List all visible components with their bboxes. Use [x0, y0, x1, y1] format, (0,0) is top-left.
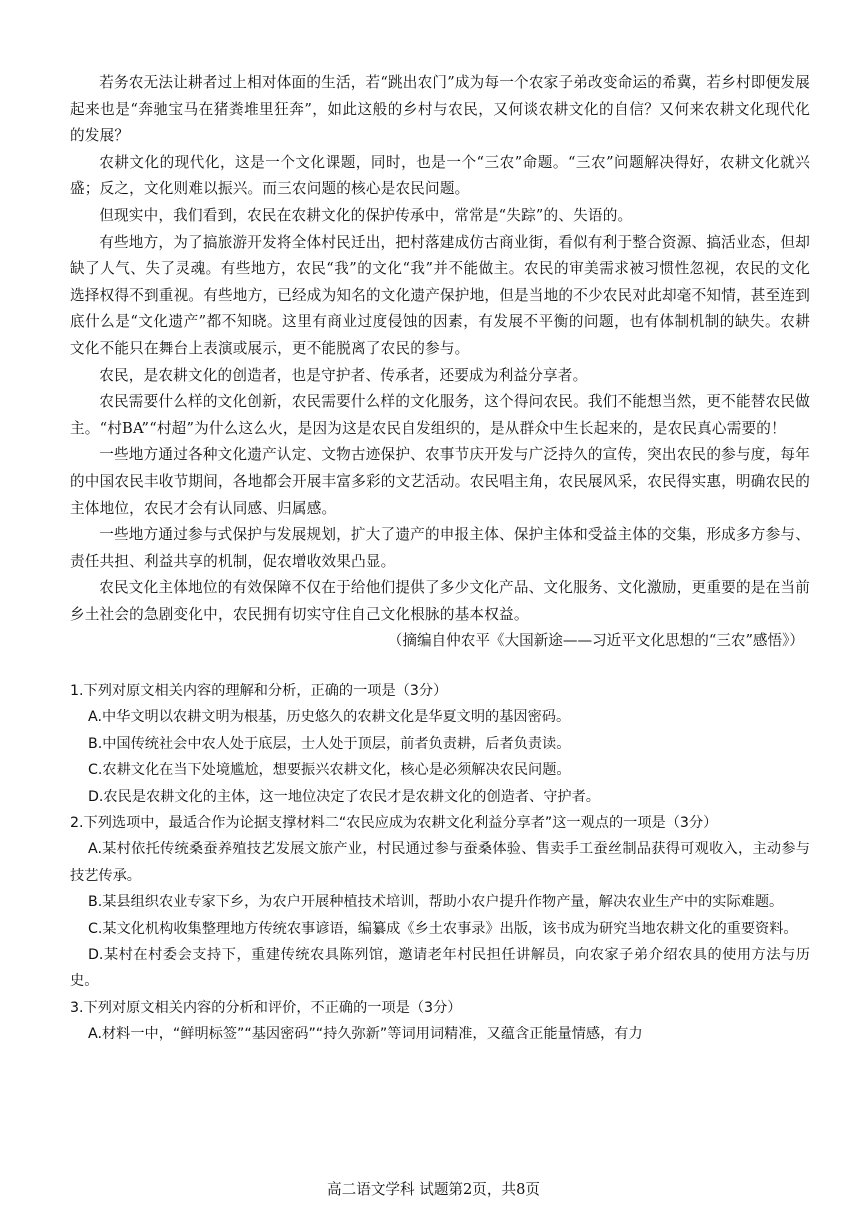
reading-passage	[70, 70, 810, 655]
passage-paragraph: 农民文化主体地位的有效保障不仅在于给他们提供了多少文化产品、文化服务、文化激励，更重要的是在当前乡土社会的急剧变化中，农民拥有切实守住自己文化根脉的基本权益。	[70, 579, 810, 623]
page-footer: 高二语文学科 试题第2页，共8页	[327, 1181, 540, 1198]
option-a: A.某村依托传统桑蚕养殖技艺发展文旅产业，村民通过参与蚕桑体验、售卖手工蚕丝制品获得可观收入，主动参与技艺传承。	[70, 841, 810, 884]
passage-paragraph: 农民需要什么样的文化创新，农民需要什么样的文化服务，这个得问农民。我们不能想当然，更不能替农民做主。“村BA”“村超”为什么这么火，是因为这是农民自发组织的，是从群众中生长起来的，是农民真心需要的！	[70, 393, 810, 437]
question-3	[70, 995, 810, 1048]
option-c: C.某文化机构收集整理地方传统农事谚语，编纂成《乡土农事录》出版，该书成为研究当地农耕文化的重要资料。	[88, 920, 798, 937]
option-a: A.材料一中，“鲜明标签”“基因密码”“持久弥新”等词用词精准，又蕴含正能量情感，有力	[88, 1026, 643, 1043]
passage-paragraph: 一些地方通过各种文化遗产认定、文物古迹保护、农事节庆开发与广泛持久的宣传，突出农民的参与度，每年的中国农民丰收节期间，各地都会开展丰富多彩的文艺活动。农民唱主角，农民展风采，农民得实惠，明确农民的主体地位，农民才会有认同感、归属感。	[70, 446, 810, 517]
question-stem: 1.下列对原文相关内容的理解和分析，正确的一项是（3分）	[70, 683, 448, 699]
passage-paragraph: 有些地方，为了搞旅游开发将全体村民迁出，把村落建成仿古商业街，看似有利于整合资源、搞活业态，但却缺了人气、失了灵魂。有些地方，农民“我”的文化“我”并不能做主。农民的审美需求被习惯性忽视，农民的文化选择权得不到重视。有些地方，已经成为知名的文化遗产保护地，但是当地的不少农民对此却毫不知情，甚至连到底什么是“文化遗产”都不知晓。这里有商业过度侵蚀的因素，有发展不平衡的问题，也有体制机制的缺失。农耕文化不能只在舞台上表演或展示，更不能脱离了农民的参与。	[70, 233, 810, 357]
option-d: D.某村在村委会支持下，重建传统农具陈列馆，邀请老年村民担任讲解员，向农家子弟介绍农具的使用方法与历史。	[70, 947, 810, 990]
passage-source: （摘编自仲农平《大国新途——习近平文化思想的“三农”感悟》）	[387, 632, 804, 650]
option-d: D.农民是农耕文化的主体，这一地位决定了农民才是农耕文化的创造者、守护者。	[88, 788, 600, 805]
passage-paragraph: 若务农无法让耕者过上相对体面的生活，若“跳出农门”成为每一个农家子弟改变命运的希冀，若乡村即便发展起来也是“奔驰宝马在猪粪堆里狂奔”，如此这般的乡村与农民，又何谈农耕文化的自信？又何来农耕文化现代化的发展？	[70, 74, 810, 145]
option-b: B.中国传统社会中农人处于底层，士人处于顶层，前者负责耕，后者负责读。	[88, 735, 571, 752]
option-b: B.某县组织农业专家下乡，为农户开展种植技术培训，帮助小农户提升作物产量，解决农业生产中的实际难题。	[88, 894, 784, 911]
passage-paragraph: 农耕文化的现代化，这是一个文化课题，同时，也是一个“三农”命题。“三农”问题解决得好，农耕文化就兴盛；反之，文化则难以振兴。而三农问题的核心是农民问题。	[70, 153, 810, 198]
question-section	[70, 678, 810, 1048]
question-stem: 3.下列对原文相关内容的分析和评价，不正确的一项是（3分）	[70, 999, 462, 1016]
option-c: C.农耕文化在当下处境尴尬，想要振兴农耕文化，核心是必须解决农民问题。	[88, 762, 571, 779]
question-stem: 2.下列选项中，最适合作为论据支撑材料二“农民应成为农耕文化利益分享者”这一观点的一项是（3分）	[70, 815, 718, 832]
passage-paragraph: 一些地方通过参与式保护与发展规划，扩大了遗产的申报主体、保护主体和受益主体的交集，形成多方参与、责任共担、利益共享的机制，促农增收效果凸显。	[70, 526, 810, 570]
option-a: A.中华文明以农耕文明为根基，历史悠久的农耕文化是华夏文明的基因密码。	[88, 709, 571, 726]
passage-paragraph: 农民，是农耕文化的创造者，也是守护者、传承者，还要成为利益分享者。	[99, 366, 588, 384]
question-2	[70, 810, 810, 995]
question-1	[70, 678, 810, 810]
passage-paragraph: 但现实中，我们看到，农民在农耕文化的保护传承中，常常是“失踪”的、失语的。	[99, 206, 633, 224]
